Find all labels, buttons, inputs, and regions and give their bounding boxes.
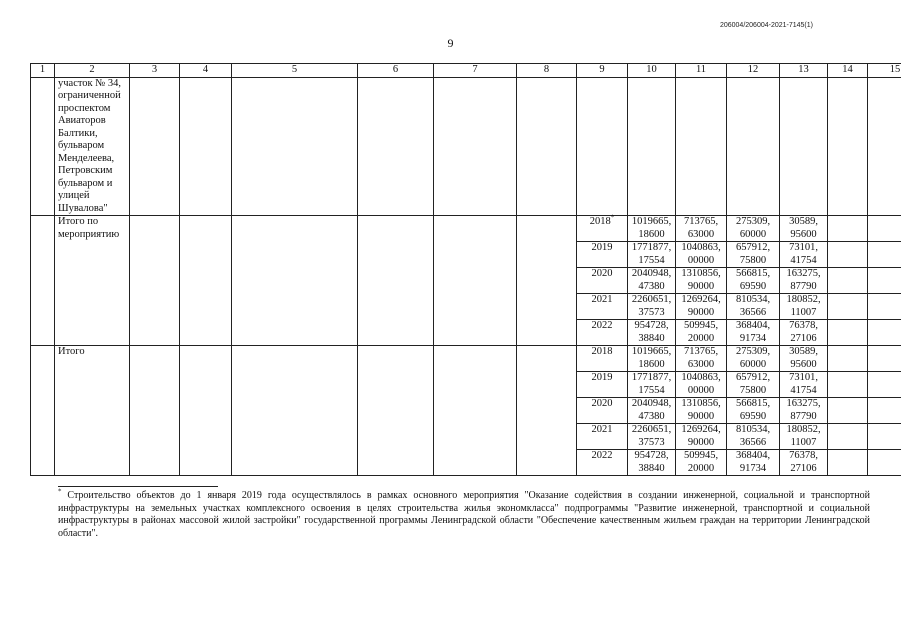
value-cell: 73101, 41754 [780,242,828,268]
value-cell: 368404, 91734 [727,320,780,346]
empty-cell [828,242,868,268]
empty-cell [868,450,901,476]
empty-cell [232,216,358,346]
group-label: Итого [55,346,130,476]
continued-row [31,77,901,216]
empty-cell [130,346,180,476]
empty-cell [828,346,868,372]
year-value: 2019 [591,242,613,253]
value-cell: 2040948, 47380 [628,398,676,424]
empty-cell [868,268,901,294]
value-cell: 1040863, 00000 [676,242,727,268]
value-cell: 713765, 63000 [676,346,727,372]
year-cell [577,213,628,242]
value-cell: 954728, 38840 [628,450,676,476]
empty-cell [180,346,232,476]
value-cell: 163275, 87790 [780,268,828,294]
value-cell: 1040863, 00000 [676,372,727,398]
empty-cell [868,372,901,398]
year-cell [577,450,628,476]
year-value: 2021 [591,294,613,305]
value-cell: 2260651, 37573 [628,294,676,320]
value-cell: 954728, 38840 [628,320,676,346]
column-header: 11 [676,64,727,78]
empty-cell [828,320,868,346]
value-cell: 275309, 60000 [727,216,780,242]
column-header: 6 [358,64,434,78]
year-cell [577,320,628,346]
empty-cell [358,216,434,346]
empty-cell [180,216,232,346]
year-cell [577,398,628,424]
value-cell: 713765, 63000 [676,216,727,242]
year-cell [577,294,628,320]
value-cell: 180852, 11007 [780,294,828,320]
empty-cell [868,398,901,424]
empty-cell [130,216,180,346]
value-cell: 180852, 11007 [780,424,828,450]
value-cell: 275309, 60000 [727,346,780,372]
year-value: 2020 [591,398,613,409]
footnote-separator [58,486,218,487]
year-value: 2022 [591,320,613,331]
column-header: 8 [517,64,577,78]
value-cell: 810534, 36566 [727,294,780,320]
year-value: 2018 [591,346,613,357]
value-cell: 509945, 20000 [676,320,727,346]
value-cell: 2040948, 47380 [628,268,676,294]
value-cell: 2260651, 37573 [628,424,676,450]
empty-cell [517,346,577,476]
value-cell: 163275, 87790 [780,398,828,424]
value-cell: 73101, 41754 [780,372,828,398]
footnote-ref: * [610,213,615,222]
year-cell [577,268,628,294]
empty-cell [828,450,868,476]
footnote-mark: * [58,487,62,496]
year-value: 2022 [591,450,613,461]
header-row [31,64,901,78]
value-cell: 657912, 75800 [727,372,780,398]
column-header: 1 [31,64,55,78]
value-cell: 1019665, 18600 [628,346,676,372]
empty-cell [868,242,901,268]
value-cell: 1269264, 90000 [676,424,727,450]
column-header: 14 [828,64,868,78]
empty-cell [434,346,517,476]
empty-cell [31,216,55,346]
value-cell: 76378, 27106 [780,320,828,346]
column-header: 10 [628,64,676,78]
value-cell: 76378, 27106 [780,450,828,476]
empty-cell [828,424,868,450]
empty-cell [828,398,868,424]
footnote [58,487,870,540]
empty-cell [868,346,901,372]
empty-cell [434,216,517,346]
empty-cell [517,216,577,346]
value-cell: 1019665, 18600 [628,216,676,242]
document-id: 206004/206004-2021-7145(1) [719,22,813,29]
empty-cell [828,268,868,294]
year-value: 2020 [591,268,613,279]
column-header: 4 [180,64,232,78]
empty-cell [828,372,868,398]
column-header: 15 [868,64,901,78]
value-cell: 1771877, 17554 [628,372,676,398]
column-header: 12 [727,64,780,78]
value-cell: 657912, 75800 [727,242,780,268]
empty-cell [232,346,358,476]
empty-cell [868,424,901,450]
table-row [31,216,901,242]
year-value: 2019 [591,372,613,383]
year-value: 2018 [589,216,611,227]
year-cell [577,242,628,268]
empty-cell [31,346,55,476]
table-row [31,346,901,372]
column-header: 3 [130,64,180,78]
column-header: 7 [434,64,517,78]
value-cell: 1310856, 90000 [676,268,727,294]
value-cell: 566815, 69590 [727,398,780,424]
value-cell: 30589, 95600 [780,346,828,372]
column-header: 13 [780,64,828,78]
year-cell [577,346,628,372]
column-header: 9 [577,64,628,78]
empty-cell [868,294,901,320]
empty-cell [828,216,868,242]
value-cell: 566815, 69590 [727,268,780,294]
object-name-cell: участок № 34, ограниченной проспектом Авиаторов Балтики, бульваром Менделеева, Петровским бульваром и улицей Шувалова" [55,77,130,216]
value-cell: 1269264, 90000 [676,294,727,320]
empty-cell [868,320,901,346]
empty-cell [828,294,868,320]
year-cell [577,372,628,398]
value-cell: 1771877, 17554 [628,242,676,268]
footnote-text: Строительство объектов до 1 января 2019 года осуществлялось в рамках основного мероприятия "Оказание содействия в создании инженерной, социальной и транспортной инфраструктуры на земельных участках комплексного освоения в целях строительства жилья экономкласса" подпрограммы "Развитие инженерной, транспортной и социальной инфраструктуры в районах массовой жилой застройки" государственной программы Ленинградской области "Обеспечение качественным жильем граждан на территории Ленинградской области". [58,490,870,539]
column-header: 2 [55,64,130,78]
value-cell: 810534, 36566 [727,424,780,450]
empty-cell [358,346,434,476]
data-table [30,63,901,476]
value-cell: 1310856, 90000 [676,398,727,424]
column-header: 5 [232,64,358,78]
empty-cell [868,216,901,242]
group-label: Итого по мероприятию [55,216,130,346]
year-cell [577,424,628,450]
value-cell: 30589, 95600 [780,216,828,242]
page-number: 9 [447,36,454,50]
value-cell: 509945, 20000 [676,450,727,476]
value-cell: 368404, 91734 [727,450,780,476]
year-value: 2021 [591,424,613,435]
